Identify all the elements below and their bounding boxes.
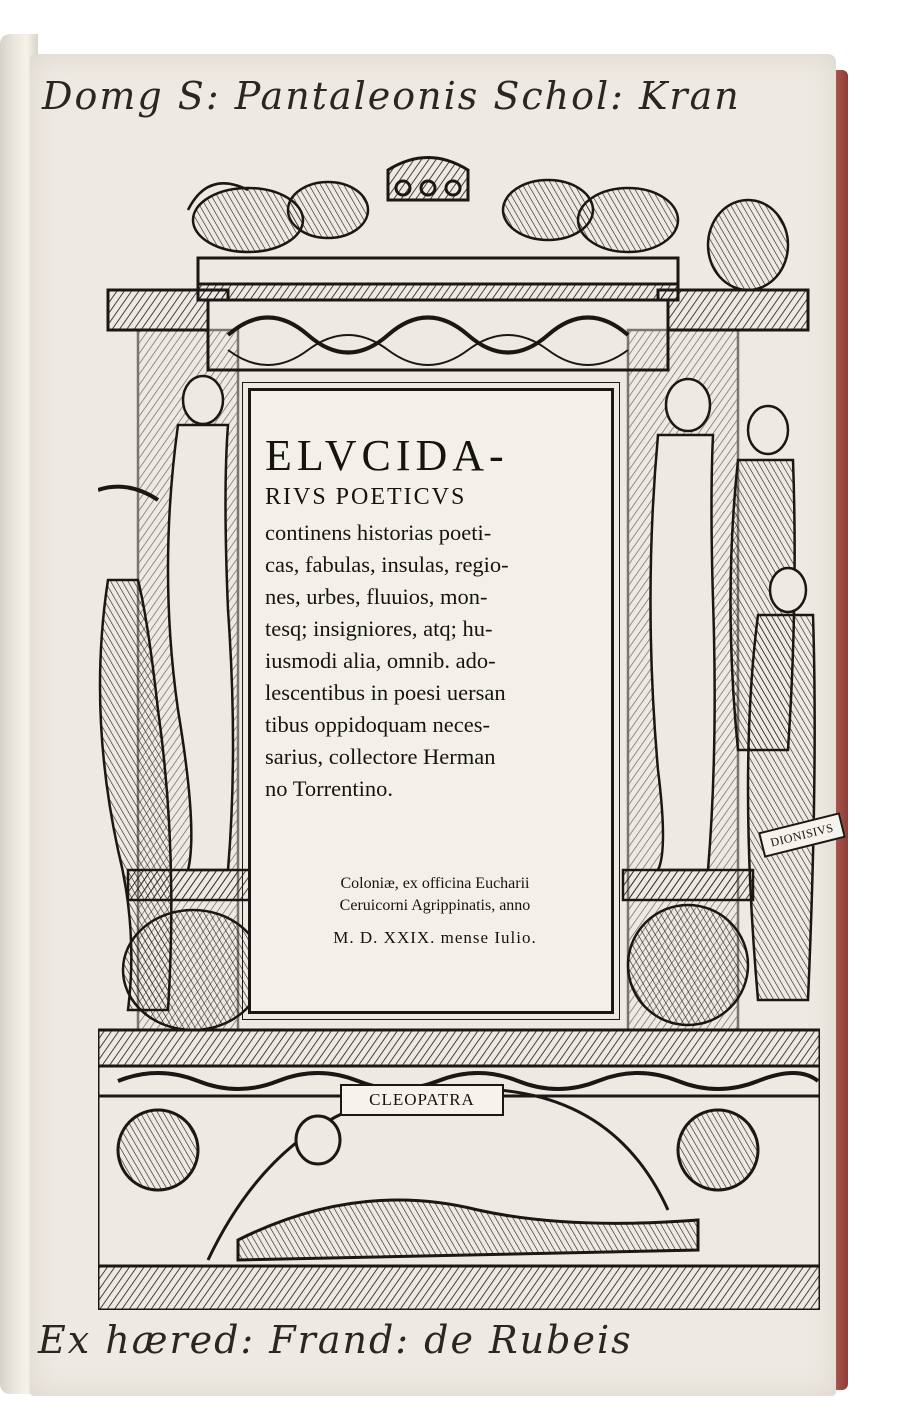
crown-ornament bbox=[388, 158, 468, 201]
right-column bbox=[623, 330, 815, 1030]
imprint-line-2: Ceruicorni Agrippinatis, anno bbox=[339, 897, 531, 914]
left-column bbox=[98, 330, 263, 1030]
body-line: iusmodi alia, omnib. ado- bbox=[265, 648, 496, 673]
title-line-2: RIVS POETICVS bbox=[265, 484, 467, 510]
body-line: continens historias poeti- bbox=[265, 520, 492, 545]
title-line-1: ELVCIDA- bbox=[265, 431, 509, 480]
body-line: nes, urbes, fluuios, mon- bbox=[265, 584, 488, 609]
body-line: tesq; insigniores, atq; hu- bbox=[265, 616, 493, 641]
body-line: no Torrentino. bbox=[265, 776, 393, 801]
body-line: tibus oppidoquam neces- bbox=[265, 712, 490, 737]
base-panel bbox=[98, 1030, 820, 1310]
title-text-block bbox=[265, 431, 605, 947]
ownership-inscription-bottom: Ex hæred: Frand: de Rubeis bbox=[38, 1318, 633, 1362]
ownership-inscription-top: Domg S: Pantaleonis Schol: Kran bbox=[42, 74, 741, 118]
body-line: sarius, collectore Herman bbox=[265, 744, 496, 769]
body-line: cas, fabulas, insulas, regio- bbox=[265, 552, 509, 577]
dionisius-label: DIONISIVS bbox=[758, 812, 846, 858]
title-text-panel bbox=[248, 388, 614, 1014]
body-line: lescentibus in poesi uersan bbox=[265, 680, 506, 705]
imprint-line-1: Coloniæ, ex officina Eucharii bbox=[340, 875, 530, 892]
imprint-date: M. D. XXIX. mense Iulio. bbox=[333, 928, 537, 947]
cherubs-left bbox=[188, 182, 368, 252]
cleopatra-label: CLEOPATRA bbox=[340, 1084, 504, 1116]
imprint bbox=[265, 873, 605, 949]
